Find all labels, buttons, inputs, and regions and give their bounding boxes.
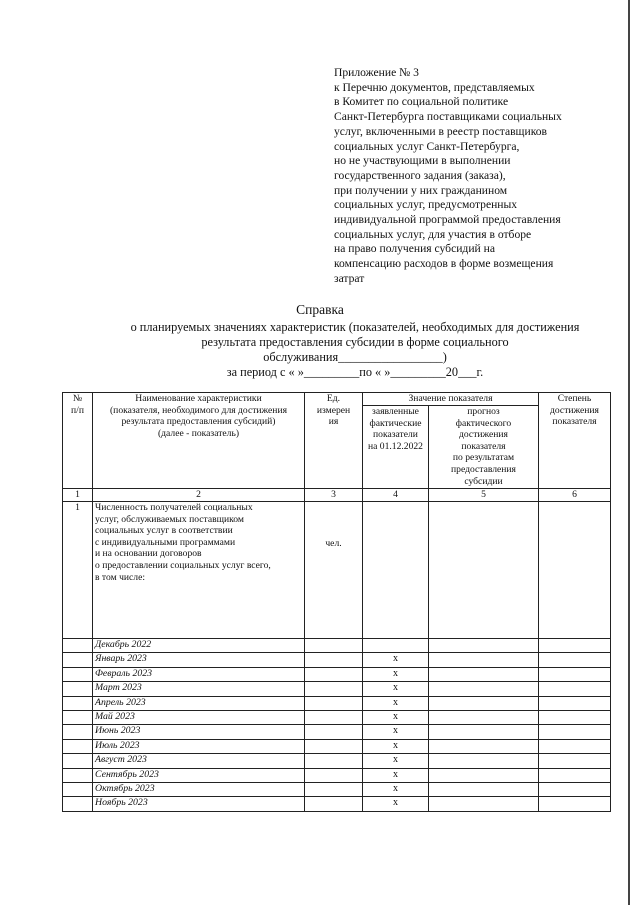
appendix-line: к Перечню документов, представляемых bbox=[334, 80, 535, 94]
declared-cell: x bbox=[363, 768, 429, 782]
appendix-line: Приложение № 3 bbox=[334, 66, 419, 79]
column-number: 5 bbox=[429, 489, 539, 502]
appendix-line: Санкт-Петербурга поставщиками социальных bbox=[334, 110, 562, 124]
appendix-line: но не участвующими в выполнении bbox=[334, 154, 511, 168]
declared-cell: x bbox=[363, 782, 429, 796]
month-label: Июнь 2023 bbox=[93, 725, 305, 739]
table-row bbox=[63, 682, 611, 696]
appendix-line: социальных услуг, для участия в отборе bbox=[334, 227, 532, 241]
appendix-line: индивидуальной программой предоставления bbox=[334, 213, 561, 227]
appendix-line: социальных услуг Санкт-Петербурга, bbox=[334, 139, 520, 153]
table-row bbox=[63, 696, 611, 710]
declared-cell: x bbox=[363, 710, 429, 724]
appendix-line: на право получения субсидий на bbox=[334, 242, 495, 256]
header-degree: Степень достижения показателя bbox=[539, 393, 611, 489]
subtitle-line-3: обслуживания_________________) bbox=[263, 350, 447, 364]
declared-cell: x bbox=[363, 754, 429, 768]
month-label: Октябрь 2023 bbox=[93, 782, 305, 796]
row1-unit: чел. bbox=[305, 502, 363, 639]
column-number: 6 bbox=[539, 489, 611, 502]
column-number: 2 bbox=[93, 489, 305, 502]
table-row bbox=[63, 739, 611, 753]
header-declared: заявленные фактические показатели на 01.12.2022 bbox=[363, 406, 429, 489]
row1-forecast[interactable] bbox=[429, 502, 539, 639]
header-unit: Ед. измерен ия bbox=[305, 393, 363, 489]
appendix-line: компенсацию расходов в форме возмещения bbox=[334, 257, 554, 271]
scan-edge-line bbox=[628, 0, 630, 905]
row1-num: 1 bbox=[63, 502, 93, 639]
indicators-table bbox=[62, 392, 611, 812]
appendix-line: социальных услуг, предусмотренных bbox=[334, 198, 518, 212]
header-forecast: прогноз фактического достижения показателя по результатам предоставления субсидии bbox=[429, 406, 539, 489]
header-name: Наименование характеристики (показателя, необходимого для достижения результата предоставления субсидий) (далее - показатель) bbox=[93, 393, 305, 489]
month-label: Февраль 2023 bbox=[93, 667, 305, 681]
appendix-line: государственного задания (заказа), bbox=[334, 168, 506, 182]
month-label: Январь 2023 bbox=[93, 653, 305, 667]
appendix-line: при получении у них гражданином bbox=[334, 183, 508, 197]
declared-cell: x bbox=[363, 797, 429, 811]
subtitle-line-2: результата предоставления субсидии в форме социального bbox=[201, 335, 509, 349]
table-row bbox=[63, 754, 611, 768]
month-label: Декабрь 2022 bbox=[93, 639, 305, 653]
month-label: Август 2023 bbox=[93, 754, 305, 768]
header-num: № п/п bbox=[63, 393, 93, 489]
month-label: Март 2023 bbox=[93, 682, 305, 696]
table-row bbox=[63, 797, 611, 811]
document-title: Справка bbox=[296, 302, 344, 317]
month-label: Апрель 2023 bbox=[93, 696, 305, 710]
month-label: Ноябрь 2023 bbox=[93, 797, 305, 811]
declared-cell: x bbox=[363, 653, 429, 667]
appendix-line: затрат bbox=[334, 271, 365, 285]
row1-declared[interactable] bbox=[363, 502, 429, 639]
appendix-line: услуг, включенными в реестр поставщиков bbox=[334, 124, 548, 138]
month-label: Сентябрь 2023 bbox=[93, 768, 305, 782]
table-row bbox=[63, 782, 611, 796]
subtitle-line-1: о планируемых значениях характеристик (показателей, необходимых для достижения bbox=[130, 320, 580, 334]
document-subtitle bbox=[60, 320, 640, 380]
header-value: Значение показателя bbox=[363, 393, 539, 406]
table-row bbox=[63, 639, 611, 653]
table-row bbox=[63, 653, 611, 667]
row1-name: Численность получателей социальных услуг, обслуживаемых поставщиком социальных услуг в соответствии с индивидуальными программами и на основании договоров о предоставлении социальных услуг всего, в том числе: bbox=[93, 502, 305, 639]
table-row bbox=[63, 768, 611, 782]
column-number: 3 bbox=[305, 489, 363, 502]
declared-cell: x bbox=[363, 739, 429, 753]
month-label: Май 2023 bbox=[93, 710, 305, 724]
period-line: за период с « »_________по « »_________20___г. bbox=[226, 365, 484, 379]
row1-degree[interactable] bbox=[539, 502, 611, 639]
table-row bbox=[63, 667, 611, 681]
month-label: Июль 2023 bbox=[93, 739, 305, 753]
declared-cell: x bbox=[363, 682, 429, 696]
table-row bbox=[63, 725, 611, 739]
column-number: 1 bbox=[63, 489, 93, 502]
declared-cell: x bbox=[363, 667, 429, 681]
table-row bbox=[63, 710, 611, 724]
declared-cell: x bbox=[363, 725, 429, 739]
declared-cell: x bbox=[363, 696, 429, 710]
column-number: 4 bbox=[363, 489, 429, 502]
appendix-line: в Комитет по социальной политике bbox=[334, 95, 509, 109]
appendix-block bbox=[334, 66, 614, 287]
declared-cell[interactable] bbox=[363, 639, 429, 653]
